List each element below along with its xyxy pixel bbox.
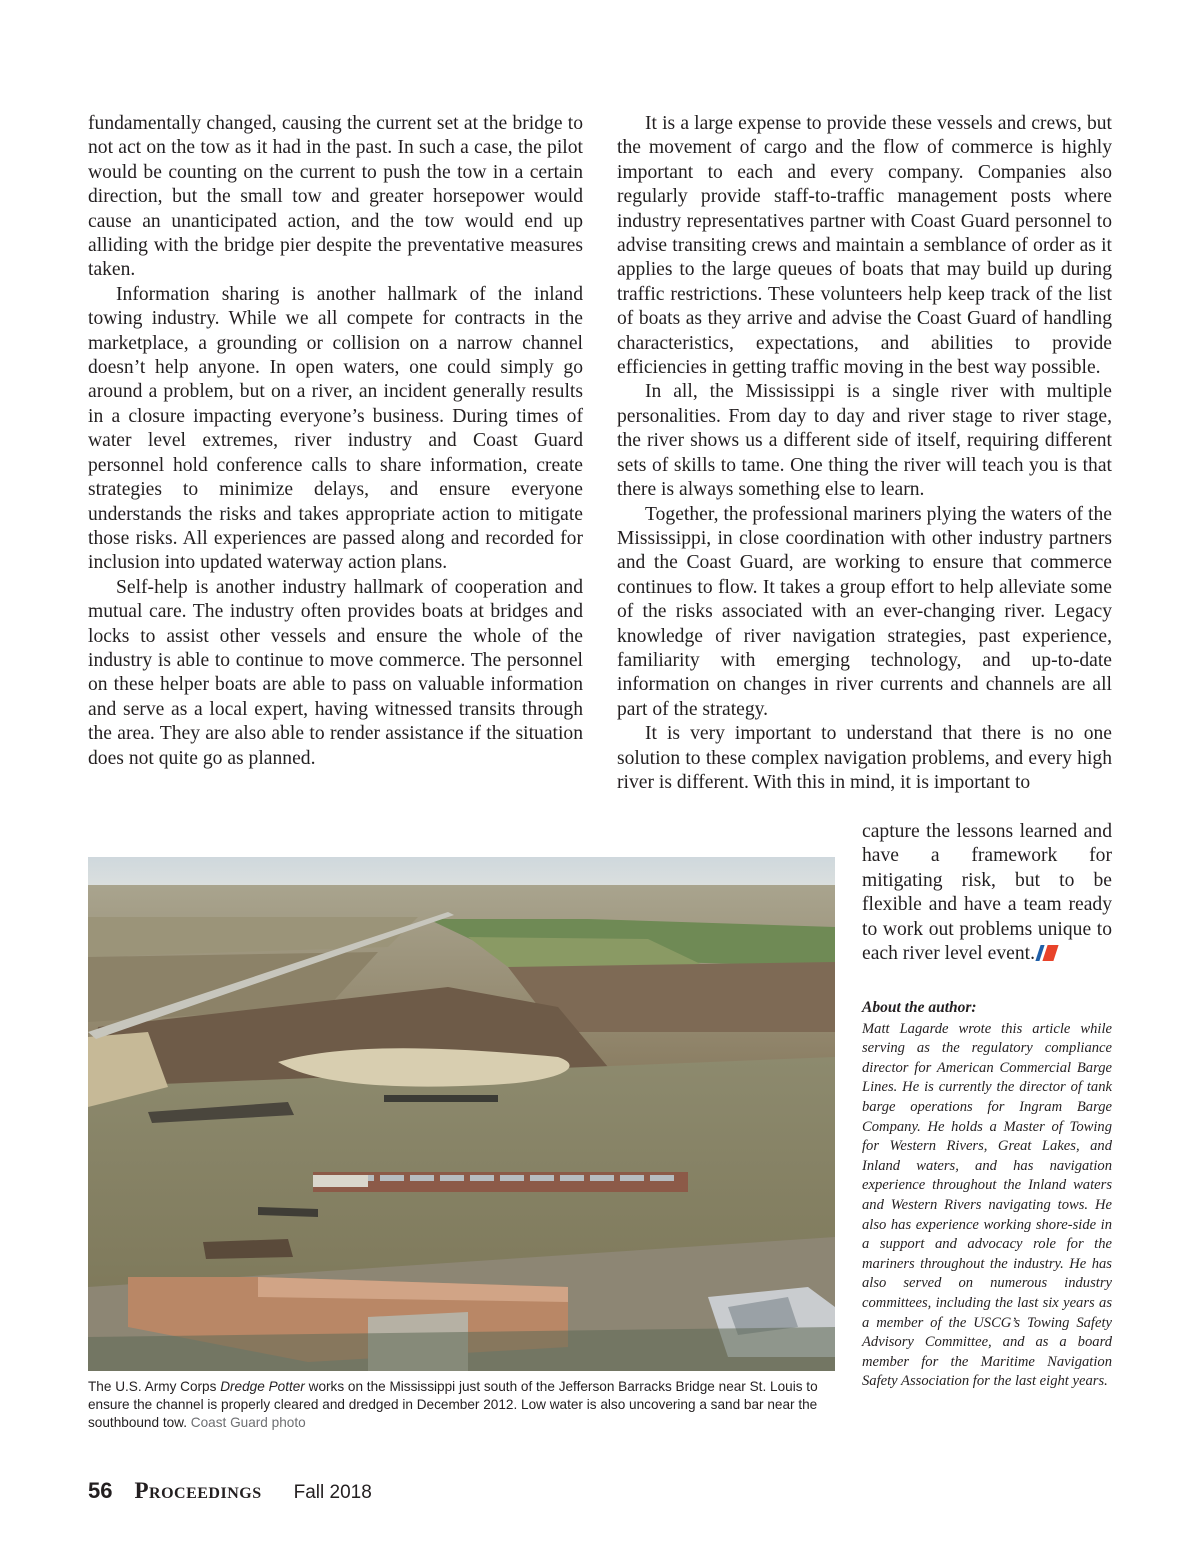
page-footer: [88, 1478, 372, 1508]
photo-credit: Coast Guard photo: [187, 1415, 306, 1430]
author-heading: About the author:: [862, 999, 977, 1016]
magazine-title: Proceedings: [134, 1478, 262, 1503]
about-the-author: [862, 998, 1112, 1392]
paragraph: Information sharing is another hallmark of the inland towing industry. While we all compete for contracts in the marketplace, a grounding or collision on a narrow channel doesn’t help anyone. In open waters, one could simply go around a problem, but on a river, an incident generally results in a closure impacting everyone’s business. During times of water level extremes, river industry and Coast Guard personnel hold conference calls to share information, create strategies to minimize delays, and ensure everyone understands the risks and takes appropriate action to mitigate those risks. All experiences are passed along and recorded for inclusion into updated waterway action plans.: [88, 283, 583, 574]
paragraph: fundamentally changed, causing the current set at the bridge to not act on the tow as it had in the past. In such a case, the pilot would be counting on the current to push the tow in a certain direction, but the small tow and greater horsepower would cause an unanticipated action, and the tow would end up alliding with the bridge pier despite the preventative measures taken.: [88, 113, 583, 281]
paragraph: It is very important to understand that there is no one solution to these complex navigation problems, and every high river is different. With this in mind, it is important to: [617, 723, 1112, 793]
issue-date: Fall 2018: [293, 1482, 372, 1503]
paragraph: It is a large expense to provide these vessels and crews, but the movement of cargo and the flow of commerce is highly important to each and every company. Companies also regularly provide staff-to-traffic management posts where industry representatives partner with Coast Guard personnel to advise transiting crews and maintain a semblance of order as it applies to the large queues of boats that may build up during traffic restrictions. These volunteers help keep track of the list of boats as they arrive and advise the Coast Guard of handling characteristics, expectations, and abilities to provide efficiencies in getting traffic moving in the best way possible.: [617, 113, 1112, 379]
end-of-article-icon: [1038, 945, 1056, 961]
article-right-column-continuation: [862, 820, 1112, 966]
river-aerial-photo: [88, 857, 835, 1371]
paragraph: Together, the professional mariners plying the waters of the Mississippi, in close coordination with other industry partners and the Coast Guard, are working to ensure that commerce continues to flow. It takes a group effort to help alleviate some of the risks associated with an ever-changing river. Legacy knowledge of river navigation strategies, past experience, familiarity with emerging technology, and up-to-date information on changes in river currents and channels are all part of the strategy.: [617, 503, 1112, 720]
article-left-column: [88, 112, 583, 771]
caption-text: The U.S. Army Corps: [88, 1379, 221, 1394]
author-bio: Matt Lagarde wrote this article while serving as the regulatory compliance director for American Commercial Barge Lines. He is currently the director of tank barge operations for Ingram Barge Company. He holds a Master of Towing for Western Rivers, Great Lakes, and Inland waters, and has navigation experience throughout the Inland waters and Western Rivers navigating tows. He also has experience working shore-side in a support and advocacy role for the mariners throughout the industry. He has also served on numerous industry committees, including the last six years as a member of the USCG’s Towing Safety Advisory Committee, and as a board member for the Maritime Navigation Safety Association for the last eight years.: [862, 1020, 1112, 1390]
article-right-column: [617, 112, 1112, 795]
caption-text: works on the Mississippi just south of the Jefferson Barracks Bridge near St. Louis to ensure the channel is properly cleared and dredged in December 2012. Low water is also uncovering a sand bar near the southbound tow.: [88, 1379, 818, 1430]
paragraph-tail: capture the lessons learned and have a framework for mitigating risk, but to be flexible and have a team ready to work out problems unique to each river level event.: [862, 821, 1112, 965]
paragraph: In all, the Mississippi is a single river with multiple personalities. From day to day and river stage to river stage, the river shows us a different side of itself, requiring different sets of skills to tame. One thing the river will teach you is that there is always something else to learn.: [617, 381, 1112, 501]
caption-vessel-name: Dredge Potter: [220, 1379, 305, 1394]
page-number: 56: [88, 1478, 113, 1503]
photo-caption: [88, 1378, 840, 1432]
paragraph: Self-help is another industry hallmark of cooperation and mutual care. The industry often provides boats at bridges and locks to assist other vessels and ensure the whole of the industry is able to continue to move commerce. The personnel on these helper boats are able to pass on valuable information and serve as a local expert, having witnessed transits through the area. They are also able to render assistance if the situation does not quite go as planned.: [88, 576, 583, 769]
